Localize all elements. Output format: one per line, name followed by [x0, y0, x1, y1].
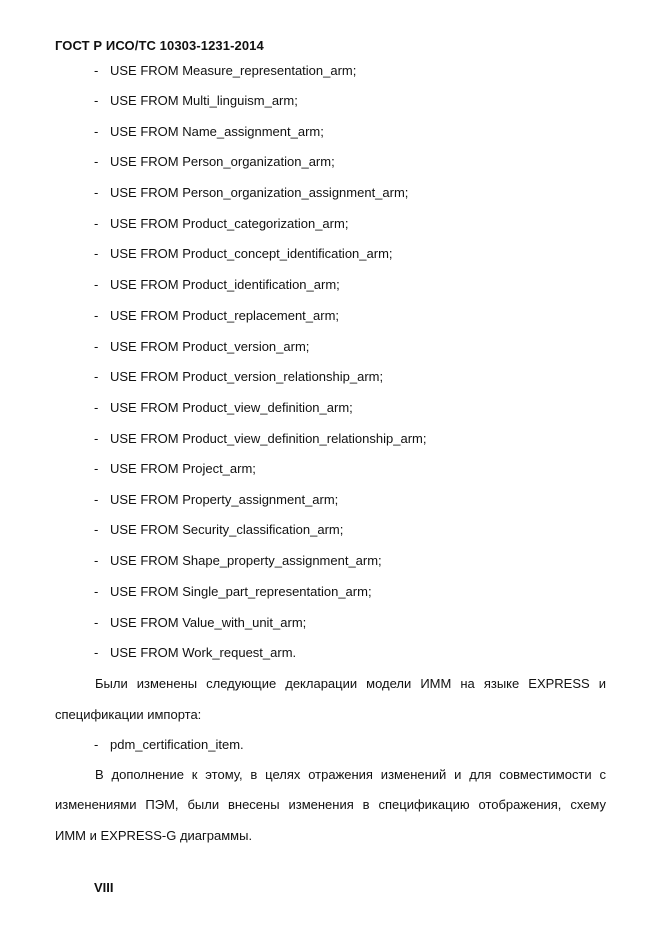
- bullet-dash: -: [94, 369, 99, 384]
- bullet-dash: -: [94, 93, 99, 108]
- bullet-dash: -: [94, 63, 99, 78]
- bullet-dash: -: [94, 737, 99, 752]
- list-item: [94, 93, 298, 109]
- list-item-text: USE FROM Single_part_representation_arm;: [110, 584, 372, 599]
- list-item: [94, 492, 338, 508]
- list-item-text: USE FROM Security_classification_arm;: [110, 522, 344, 537]
- list-item-text: USE FROM Name_assignment_arm;: [110, 124, 324, 139]
- bullet-dash: -: [94, 246, 99, 261]
- list-item: [94, 369, 383, 385]
- document-header: ГОСТ Р ИСО/ТС 10303-1231-2014: [55, 38, 264, 53]
- list-item: [94, 645, 296, 661]
- bullet-dash: -: [94, 216, 99, 231]
- list-item-text: USE FROM Product_concept_identification_arm;: [110, 246, 393, 261]
- paragraph-line: спецификации импорта:: [55, 707, 202, 722]
- list-item: [94, 737, 244, 753]
- list-item-text: pdm_certification_item.: [110, 737, 244, 752]
- list-item-text: USE FROM Product_view_definition_relationship_arm;: [110, 431, 427, 446]
- list-item-text: USE FROM Multi_linguism_arm;: [110, 93, 298, 108]
- list-item: [94, 216, 348, 232]
- bullet-dash: -: [94, 277, 99, 292]
- bullet-dash: -: [94, 339, 99, 354]
- list-item-text: USE FROM Value_with_unit_arm;: [110, 615, 307, 630]
- list-item: [94, 400, 353, 416]
- paragraph-line: ИММ и EXPRESS-G диаграммы.: [55, 828, 253, 843]
- list-item-text: USE FROM Project_arm;: [110, 461, 256, 476]
- list-item: [94, 522, 343, 538]
- bullet-dash: -: [94, 185, 99, 200]
- bullet-dash: -: [94, 492, 99, 507]
- bullet-dash: -: [94, 645, 99, 660]
- list-item-text: USE FROM Product_version_arm;: [110, 339, 310, 354]
- list-item-text: USE FROM Product_categorization_arm;: [110, 216, 349, 231]
- list-item: [94, 277, 340, 293]
- list-item: [94, 553, 382, 569]
- list-item: [94, 185, 408, 201]
- list-item: [94, 63, 356, 79]
- page-number: VIII: [94, 880, 114, 895]
- bullet-dash: -: [94, 522, 99, 537]
- bullet-dash: -: [94, 154, 99, 169]
- bullet-dash: -: [94, 400, 99, 415]
- list-item: [94, 154, 335, 170]
- list-item: [94, 124, 324, 140]
- list-item: [94, 431, 426, 447]
- list-item: [94, 246, 393, 262]
- list-item-text: USE FROM Work_request_arm.: [110, 645, 297, 660]
- paragraph-line: Были изменены следующие декларации модели ИММ на языке EXPRESS и: [95, 676, 606, 691]
- list-item: [94, 584, 372, 600]
- bullet-dash: -: [94, 584, 99, 599]
- list-item-text: USE FROM Product_identification_arm;: [110, 277, 340, 292]
- list-item: [94, 308, 339, 324]
- bullet-dash: -: [94, 431, 99, 446]
- list-item-text: USE FROM Product_version_relationship_arm;: [110, 369, 384, 384]
- list-item-text: USE FROM Product_replacement_arm;: [110, 308, 340, 323]
- list-item-text: USE FROM Measure_representation_arm;: [110, 63, 357, 78]
- bullet-dash: -: [94, 124, 99, 139]
- paragraph-line: изменениями ПЭМ, были внесены изменения в спецификацию отображения, схему: [55, 797, 606, 812]
- list-item: [94, 461, 256, 477]
- bullet-dash: -: [94, 461, 99, 476]
- bullet-dash: -: [94, 615, 99, 630]
- list-item: [94, 339, 309, 355]
- paragraph-line: В дополнение к этому, в целях отражения изменений и для совместимости с: [95, 767, 606, 782]
- list-item-text: USE FROM Product_view_definition_arm;: [110, 400, 353, 415]
- bullet-dash: -: [94, 553, 99, 568]
- bullet-dash: -: [94, 308, 99, 323]
- list-item-text: USE FROM Property_assignment_arm;: [110, 492, 339, 507]
- list-item-text: USE FROM Person_organization_arm;: [110, 154, 335, 169]
- list-item: [94, 615, 306, 631]
- list-item-text: USE FROM Shape_property_assignment_arm;: [110, 553, 382, 568]
- list-item-text: USE FROM Person_organization_assignment_arm;: [110, 185, 409, 200]
